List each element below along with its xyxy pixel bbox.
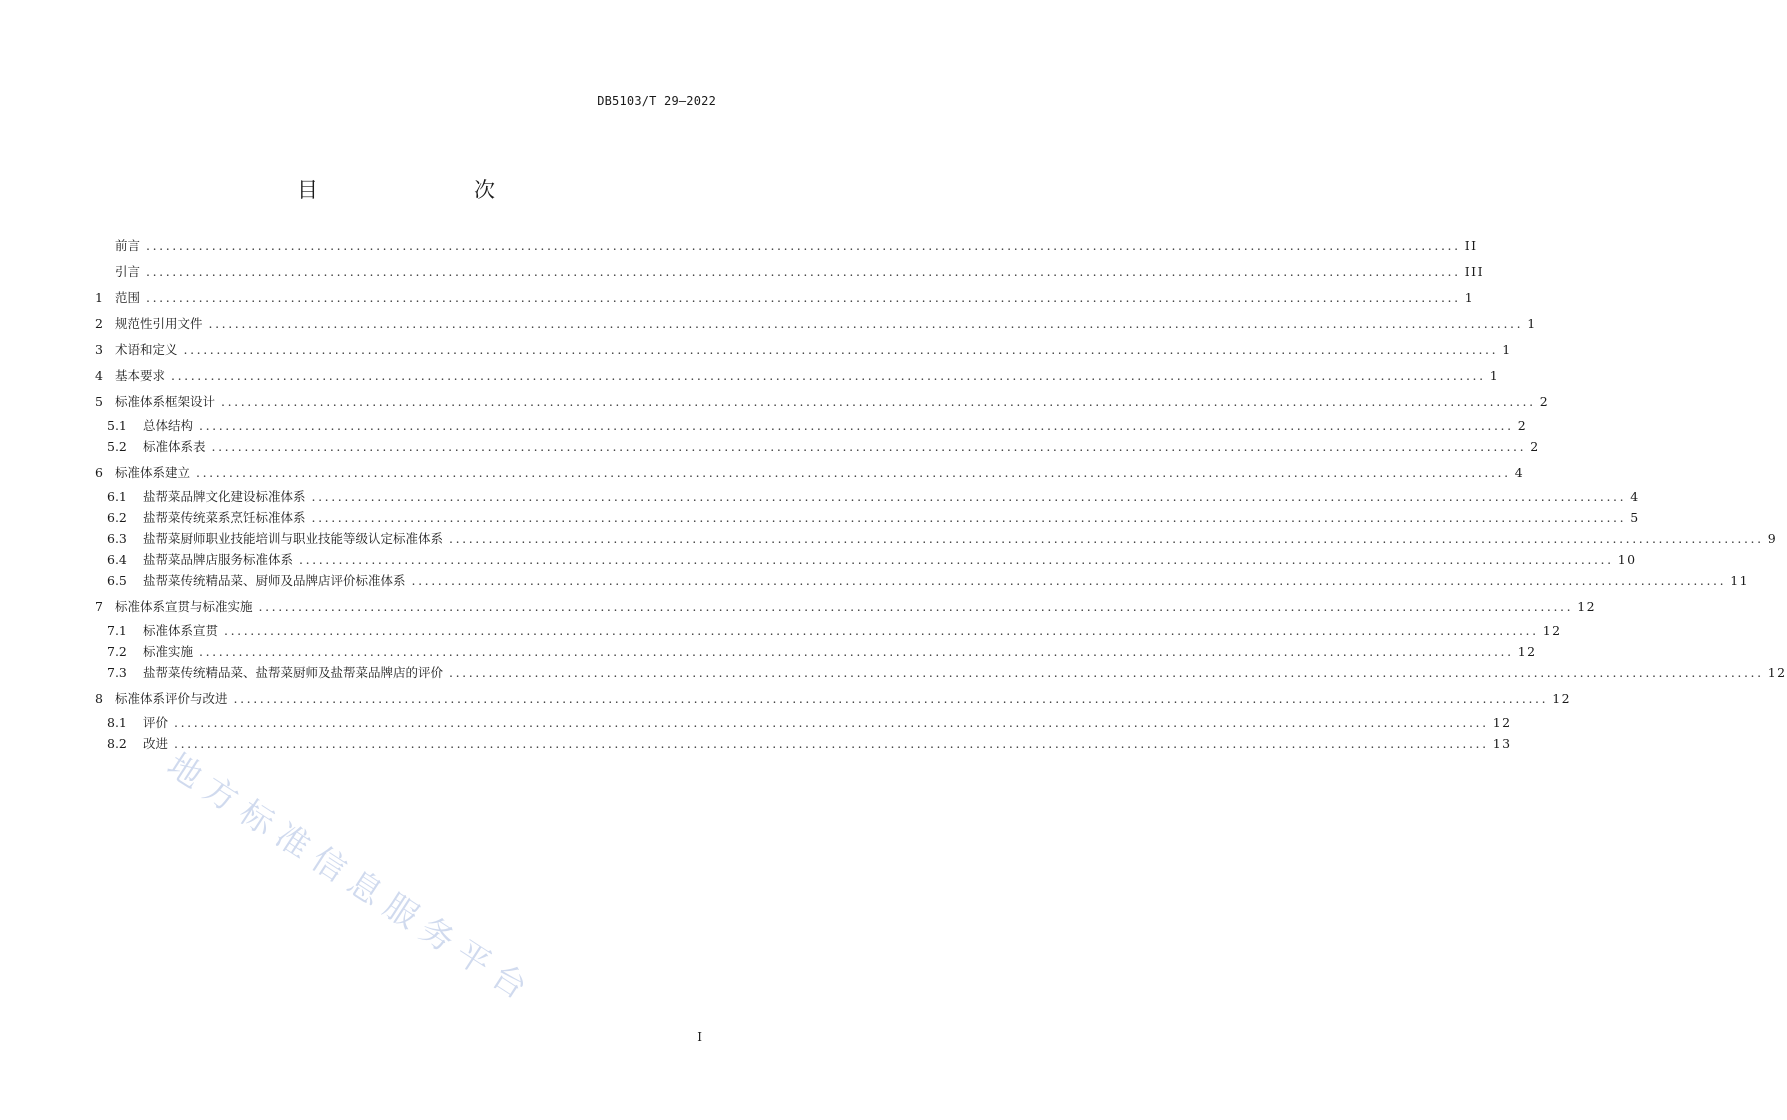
toc-entry-page: 2	[1530, 439, 1540, 454]
toc-entry-page: 1	[1502, 342, 1512, 357]
toc-entry-label: 盐帮菜厨师职业技能培训与职业技能等级认定标准体系	[143, 531, 444, 546]
toc-entry[interactable]	[95, 437, 1540, 458]
toc-leader-dots: ........................................................................................................................................................................................................	[449, 665, 1764, 680]
toc-entry[interactable]	[95, 314, 1537, 340]
toc-leader-dots: ........................................................................................................................................................................................................	[311, 489, 1627, 504]
toc-entry-label: 盐帮菜传统菜系烹饪标准体系	[143, 510, 306, 525]
toc-entry-page: 4	[1514, 465, 1525, 480]
toc-leader-dots: ........................................................................................................................................................................................................	[171, 368, 1486, 383]
toc-entry-label: 盐帮菜传统精品菜、盐帮菜厨师及盐帮菜品牌店的评价	[143, 665, 444, 680]
toc-entry-label: 范围	[115, 290, 141, 305]
toc-entry-page: 5	[1630, 510, 1640, 525]
toc-entry-label: 标准体系评价与改进	[115, 691, 228, 706]
toc-entry-number: 5	[95, 394, 103, 409]
toc-entry-page: 1	[1489, 368, 1500, 383]
toc-entry-number: 8.2	[107, 736, 127, 751]
toc-leader-dots: ........................................................................................................................................................................................................	[233, 691, 1549, 706]
toc-entry-label: 标准体系表	[143, 439, 206, 454]
toc-entry-page: 12	[1492, 715, 1512, 730]
toc-leader-dots: ........................................................................................................................................................................................................	[258, 599, 1574, 614]
toc-entry[interactable]	[95, 463, 1525, 489]
page-title: 目 次	[297, 178, 533, 202]
toc-entry-page: II	[1464, 238, 1478, 253]
toc-entry[interactable]	[95, 550, 1637, 571]
toc-entry[interactable]	[95, 571, 1750, 592]
toc-entry-label: 盐帮菜品牌店服务标准体系	[143, 552, 294, 567]
toc-entry[interactable]	[95, 642, 1537, 663]
toc-entry-label: 术语和定义	[115, 342, 178, 357]
toc-leader-dots: ........................................................................................................................................................................................................	[146, 238, 1461, 253]
toc-entry-number: 2	[95, 316, 103, 331]
toc-leader-dots: ........................................................................................................................................................................................................	[221, 394, 1536, 409]
toc-entry-number: 7.1	[107, 623, 127, 638]
toc-entry-number: 6.4	[107, 552, 127, 567]
toc-entry-label: 规范性引用文件	[115, 316, 203, 331]
toc-entry-page: 11	[1730, 573, 1750, 588]
toc-entry-page: 12	[1542, 623, 1562, 638]
toc-leader-dots: ........................................................................................................................................................................................................	[146, 290, 1461, 305]
table-of-contents	[95, 236, 1787, 755]
toc-entry[interactable]	[95, 621, 1562, 642]
toc-entry-page: III	[1464, 264, 1485, 279]
toc-entry[interactable]	[95, 713, 1512, 734]
toc-entry-number: 5.2	[107, 439, 127, 454]
toc-leader-dots: ........................................................................................................................................................................................................	[224, 623, 1539, 638]
toc-entry-page: 4	[1630, 489, 1640, 504]
toc-entry-label: 标准体系宣贯	[143, 623, 219, 638]
toc-entry-page: 1	[1464, 290, 1475, 305]
toc-entry-number: 7.3	[107, 665, 127, 680]
toc-entry-number: 3	[95, 342, 103, 357]
toc-entry-label: 引言	[115, 264, 141, 279]
toc-entry-number: 4	[95, 368, 103, 383]
toc-entry-number: 6.1	[107, 489, 127, 504]
toc-entry-label: 基本要求	[115, 368, 166, 383]
toc-entry-page: 10	[1617, 552, 1637, 567]
toc-entry-label: 标准体系宣贯与标准实施	[115, 599, 253, 614]
toc-entry-page: 2	[1539, 394, 1550, 409]
toc-entry-label: 标准体系框架设计	[115, 394, 216, 409]
toc-entry-page: 12	[1552, 691, 1572, 706]
toc-entry-label: 前言	[115, 238, 141, 253]
toc-entry-page: 1	[1527, 316, 1537, 331]
toc-entry[interactable]	[95, 487, 1640, 508]
toc-entry-label: 盐帮菜品牌文化建设标准体系	[143, 489, 306, 504]
document-code: DB5103/T 29—2022	[597, 94, 716, 108]
toc-leader-dots: ........................................................................................................................................................................................................	[311, 510, 1627, 525]
toc-entry-number: 6.2	[107, 510, 127, 525]
toc-entry[interactable]	[95, 734, 1512, 755]
toc-entry[interactable]	[95, 529, 1778, 550]
toc-entry[interactable]	[95, 392, 1550, 418]
toc-entry-number: 7.2	[107, 644, 127, 659]
toc-entry[interactable]	[95, 508, 1640, 529]
toc-entry-number: 7	[95, 599, 103, 614]
toc-entry[interactable]	[95, 340, 1512, 366]
toc-leader-dots: ........................................................................................................................................................................................................	[174, 736, 1489, 751]
toc-entry-number: 5.1	[107, 418, 127, 433]
toc-entry-number: 6.3	[107, 531, 127, 546]
toc-entry[interactable]	[95, 663, 1787, 684]
toc-entry[interactable]	[95, 689, 1572, 715]
toc-leader-dots: ........................................................................................................................................................................................................	[208, 316, 1524, 331]
toc-entry-label: 盐帮菜传统精品菜、厨师及品牌店评价标准体系	[143, 573, 406, 588]
toc-leader-dots: ........................................................................................................................................................................................................	[183, 342, 1499, 357]
toc-leader-dots: ........................................................................................................................................................................................................	[411, 573, 1727, 588]
toc-entry-number: 8.1	[107, 715, 127, 730]
toc-leader-dots: ........................................................................................................................................................................................................	[299, 552, 1614, 567]
toc-leader-dots: ........................................................................................................................................................................................................	[196, 465, 1511, 480]
toc-entry-number: 6.5	[107, 573, 127, 588]
toc-entry-page: 9	[1767, 531, 1778, 546]
toc-entry-page: 12	[1767, 665, 1787, 680]
toc-leader-dots: ........................................................................................................................................................................................................	[199, 418, 1514, 433]
toc-entry-page: 13	[1492, 736, 1512, 751]
toc-entry[interactable]	[95, 597, 1597, 623]
toc-entry[interactable]	[95, 416, 1528, 437]
toc-entry-label: 标准体系建立	[115, 465, 191, 480]
toc-entry-number: 6	[95, 465, 103, 480]
toc-entry-page: 12	[1577, 599, 1597, 614]
toc-leader-dots: ........................................................................................................................................................................................................	[174, 715, 1489, 730]
toc-leader-dots: ........................................................................................................................................................................................................	[146, 264, 1461, 279]
toc-entry-label: 标准实施	[143, 644, 194, 659]
toc-entry[interactable]	[95, 288, 1475, 314]
toc-entry-label: 改进	[143, 736, 169, 751]
page-number: I	[697, 1030, 702, 1044]
toc-entry-page: 12	[1517, 644, 1537, 659]
watermark-text: 地方标准信息服务平台	[160, 745, 543, 1012]
toc-entry-number: 1	[95, 290, 103, 305]
toc-leader-dots: ........................................................................................................................................................................................................	[199, 644, 1514, 659]
toc-entry-label: 评价	[143, 715, 169, 730]
toc-leader-dots: ........................................................................................................................................................................................................	[449, 531, 1764, 546]
toc-entry[interactable]	[95, 236, 1478, 262]
toc-leader-dots: ........................................................................................................................................................................................................	[211, 439, 1527, 454]
toc-entry-number: 8	[95, 691, 103, 706]
toc-entry[interactable]	[95, 366, 1500, 392]
toc-entry-label: 总体结构	[143, 418, 194, 433]
toc-entry-page: 2	[1517, 418, 1528, 433]
toc-entry[interactable]	[95, 262, 1485, 288]
